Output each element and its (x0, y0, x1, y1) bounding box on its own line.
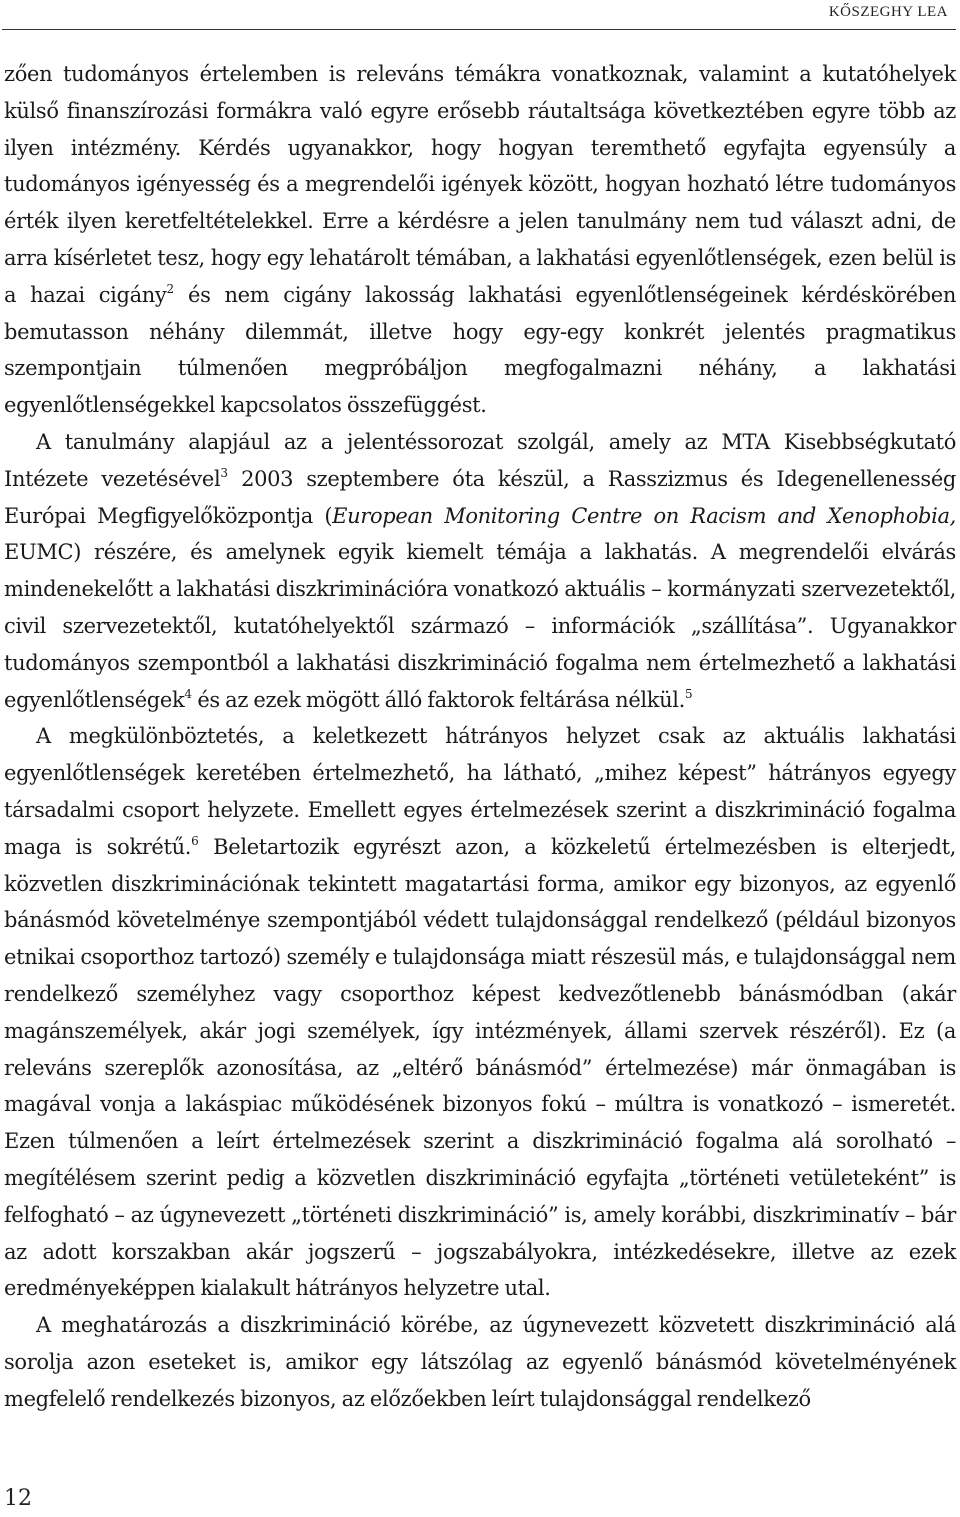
paragraph-3 (4, 718, 956, 1307)
italic-text-run: European Monitoring Centre on Racism and Xenophobia, (332, 503, 956, 528)
text-run: zően tudományos értelemben is releváns témákra vonatkoznak, valamint a kutatóhelyek külső finanszírozási formákra való egyre erősebb ráutaltsága következtében egyre több az ilyen intézmény. Kérdés ugyanakkor, hogy hogyan teremthető egyfajta egyensúly a tudományos igényesség és a megrendelői igények között, hogyan hozható létre tudományos érték ilyen keretfeltételekkel. Erre a kérdésre a jelen tanulmány nem tud választ adni, de arra kísérletet tesz, hogy egy lehatárolt témában, a lakhatási egyenlőtlenségek, ezen belül is a hazai cigány (4, 62, 956, 307)
page-header (0, 0, 960, 30)
text-run: 2003 szeptembere óta készül, a Rasszizmus és Idegenellenesség Európai Megfigyelőközpontja ( (4, 466, 956, 528)
paragraph-1 (4, 56, 956, 424)
paragraph-2 (4, 424, 956, 718)
footnote-ref-3[interactable]: 3 (220, 465, 228, 480)
text-run: A meghatározás a diszkrimináció körébe, az úgynevezett közvetett diszkrimináció alá sorolja azon eseteket is, amikor egy látszólag az egyenlő bánásmód követelményének megfelelő rendelkezés bizonyos, az előzőekben leírt tulajdonsággal rendelkező (4, 1313, 956, 1411)
text-run: és nem cigány lakosság lakhatási egyenlőtlenségeinek kérdéskörében bemutasson néhány dilemmát, illetve hogy egy-egy konkrét jelentés pragmatikus szempontjain túlmenően megpróbáljon megfogalmazni néhány, a lakhatási egyenlőtlenségekkel kapcsolatos összefüggést. (4, 282, 956, 418)
text-run: A tanulmány alapjául az a jelentéssorozat szolgál, amely az MTA Kisebbségkutató Intézete vezetésével (4, 429, 956, 491)
footnote-ref-6[interactable]: 6 (191, 833, 199, 848)
paragraph-4 (4, 1307, 956, 1417)
page-body (4, 56, 956, 1417)
text-run: Beletartozik egyrészt azon, a közkeletű értelmezésben is elterjedt, közvetlen diszkriminációnak tekintett magatartási forma, amikor egy bizonyos, az egyenlő bánásmód követelménye szempontjából védett tulajdonsággal rendelkező (például bizonyos etnikai csoporthoz tartozó) személy e tulajdonsága miatt részesül más, e tulajdonsággal nem rendelkező személyhez vagy csoporthoz képest kedvezőtlenebb bánásmódban (akár magánszemélyek, akár jogi személyek, így intézmények, állami szervek részéről). Ez (a releváns szereplők azonosítása, az „eltérő bánásmód” értelmezése) már önmagában is magával vonja a lakáspiac működésének bizonyos fokú – múltra is vonatkozó – ismeretét. Ezen túlmenően a leírt értelmezések szerint a diszkrimináció fogalma alá sorolható – megítélésem szerint pedig a közvetlen diszkrimináció egyfajta „történeti vetületeként” is felfogható – az úgynevezett „történeti diszkrimináció” is, amely korábbi, diszkriminatív – bár az adott korszakban akár jogszerű – jogszabályokra, intézkedésekre, illetve az ezek eredményeképpen kialakult hátrányos helyzetre utal. (4, 834, 957, 1301)
page-number: 12 (4, 1486, 32, 1511)
footnote-ref-5[interactable]: 5 (685, 686, 693, 701)
text-run: A megkülönböztetés, a keletkezett hátrányos helyzet csak az aktuális lakhatási egyenlőtlenségek keretében értelmezhető, ha látható, „mihez képest” hátrányos egyegy társadalmi csoport helyzete. Emellett egyes értelmezések szerint a diszkrimináció fogalma maga is sokrétű. (4, 724, 956, 859)
text-run: EUMC) részére, és amelynek egyik kiemelt témája a lakhatás. A megrendelői elvárás mindenekelőtt a lakhatási diszkriminációra vonatkozó aktuális – kormányzati szervezetektől, civil szervezetektől, kutatóhelyektől származó – információk „szállítása”. Ugyanakkor tudományos szempontból a lakhatási diszkrimináció fogalma nem értelmezhető a lakhatási egyenlőtlenségek (4, 540, 956, 712)
text-run: és az ezek mögött álló faktorok feltárása nélkül. (192, 687, 685, 712)
header-rule (2, 29, 956, 30)
running-head: KŐSZEGHY LEA (828, 4, 948, 20)
footnote-ref-2[interactable]: 2 (166, 281, 175, 296)
footnote-ref-4[interactable]: 4 (184, 686, 192, 701)
